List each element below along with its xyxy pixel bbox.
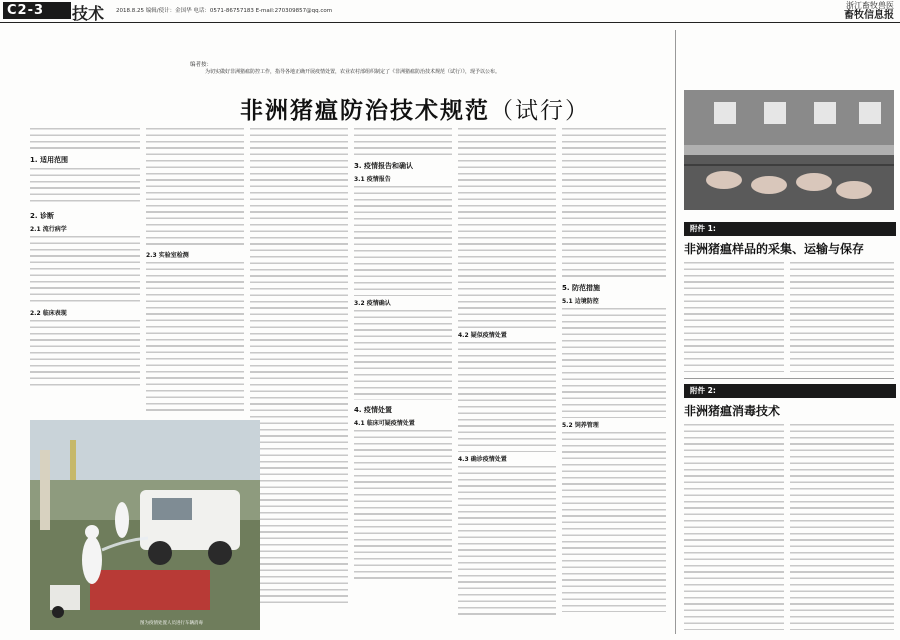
subheading-5-2: 5.2 饲养管理 xyxy=(562,422,599,429)
section-heading-2: 2. 诊断 xyxy=(30,212,54,220)
appendix-2-column-left xyxy=(684,424,784,630)
photo-caption: 图为疫情处置人员进行车辆消毒 xyxy=(140,621,203,626)
section-heading-3: 3. 疫情报告和确认 xyxy=(354,162,413,170)
section-name: 技术 xyxy=(72,4,105,23)
text-lines xyxy=(250,128,348,608)
editor-note-label: 编者按： xyxy=(190,62,213,68)
subheading-2-3: 2.3 实验室检测 xyxy=(146,252,189,259)
text-lines xyxy=(30,128,140,150)
text-lines xyxy=(790,262,894,372)
text-lines xyxy=(30,236,140,306)
text-lines xyxy=(354,430,452,580)
section-heading-1: 1. 适用范围 xyxy=(30,156,68,164)
text-lines xyxy=(458,128,556,328)
paper-name-line2: 畜牧信息报 xyxy=(844,10,894,21)
appendix-1-title: 非洲猪瘟样品的采集、运输与保存 xyxy=(684,242,865,256)
section-code: C2-3 xyxy=(3,2,71,19)
subheading-5-1: 5.1 边境防控 xyxy=(562,298,599,305)
disinfection-photo xyxy=(30,420,260,630)
appendix-divider xyxy=(684,378,894,379)
subheading-2-2: 2.2 临床表现 xyxy=(30,310,67,317)
appendix-1-column-right xyxy=(790,262,894,372)
disinfection-scene-illustration xyxy=(30,420,260,630)
article-column-1 xyxy=(30,128,140,418)
editor-note-text: 为切实做好非洲猪瘟防控工作，指导各地正确开展疫情处置，农业农村部组织制定了《非洲猪瘟防治技术规范（试行）》，现予以公布。 xyxy=(205,69,501,75)
appendix-1-label: 附件 1: xyxy=(684,222,896,236)
article-column-3 xyxy=(250,128,348,628)
text-lines xyxy=(684,424,784,630)
editor-meta-line: 2018.8.25 编辑/使计：金国华 电话：0571-86757183 E-mail:270309857@qq.com xyxy=(116,8,333,14)
appendix-2-column-right xyxy=(790,424,894,630)
subheading-4-3: 4.3 确诊疫情处置 xyxy=(458,456,507,463)
section-heading-5: 5. 防范措施 xyxy=(562,284,600,292)
text-lines xyxy=(354,128,452,156)
paper-name-line1: 浙江畜牧兽医 xyxy=(846,1,894,10)
article-column-5 xyxy=(458,128,556,628)
article-column-4 xyxy=(354,128,452,628)
appendix-1-column-left xyxy=(684,262,784,372)
article-column-6 xyxy=(562,128,666,628)
subheading-4-1: 4.1 临床可疑疫情处置 xyxy=(354,420,415,427)
text-lines xyxy=(562,432,666,612)
text-lines xyxy=(146,262,244,412)
headline xyxy=(170,92,660,125)
text-lines xyxy=(562,308,666,418)
text-lines xyxy=(684,262,784,372)
headline-main: 非洲猪瘟防治技术规范 xyxy=(240,98,490,124)
text-lines xyxy=(458,342,556,452)
text-lines xyxy=(354,186,452,296)
text-lines xyxy=(562,128,666,278)
appendix-2-title: 非洲猪瘟消毒技术 xyxy=(684,404,781,418)
headline-suffix: （试行） xyxy=(490,98,590,124)
text-lines xyxy=(354,310,452,400)
text-lines xyxy=(30,320,140,390)
text-lines xyxy=(790,424,894,630)
text-lines xyxy=(146,128,244,248)
article-column-2 xyxy=(146,128,244,418)
subheading-2-1: 2.1 流行病学 xyxy=(30,226,67,233)
section-heading-4: 4. 疫情处置 xyxy=(354,406,392,414)
masthead xyxy=(0,0,900,23)
text-lines xyxy=(458,466,556,616)
text-lines xyxy=(30,168,140,206)
subheading-4-2: 4.2 疑似疫情处置 xyxy=(458,332,507,339)
subheading-3-2: 3.2 疫情确认 xyxy=(354,300,391,307)
subheading-3-1: 3.1 疫情报告 xyxy=(354,176,391,183)
pig-barn-photo xyxy=(684,90,894,210)
pig-barn-illustration xyxy=(684,90,894,210)
paper-name xyxy=(844,1,894,21)
column-divider xyxy=(675,30,676,634)
appendix-2-label: 附件 2: xyxy=(684,384,896,398)
